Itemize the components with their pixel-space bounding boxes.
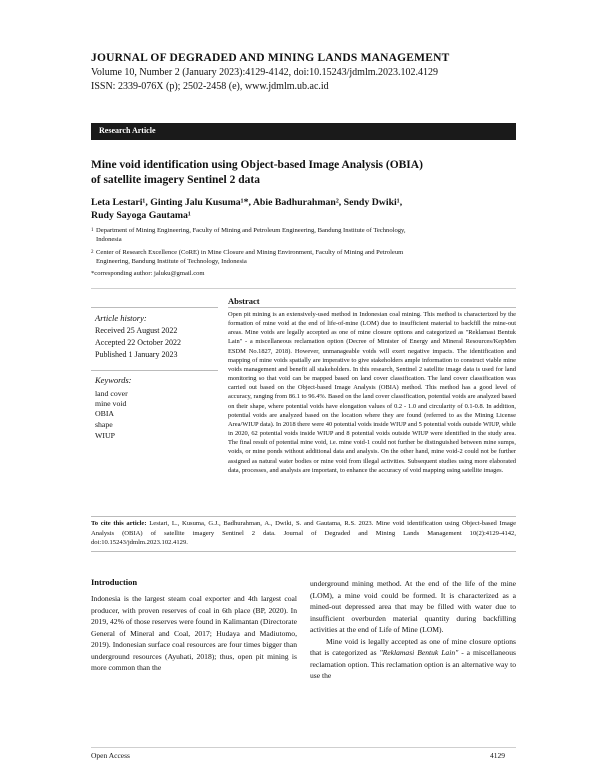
accepted-date: Accepted 22 October 2022 <box>95 338 181 347</box>
citation-block <box>91 519 516 548</box>
divider <box>91 288 516 289</box>
authors-line-1: Leta Lestari¹, Ginting Jalu Kusuma¹*, Abie Badhurahman², Sendy Dwiki¹, <box>91 197 403 208</box>
affiliation-number: 1 <box>91 228 94 233</box>
citation-text: Lestari, L., Kusuma, G.J., Badhurahman, A., Dwiki, S. and Gautama, R.S. 2023. Mine void identification using Object-based Image Analysis (OBIA) of satellite imagery Sentinel 2 data. Journal of Degraded and Mining Lands Management 10(2):4129-4142, doi:10.15243/jdmlm.2023.102.4129. <box>91 520 516 546</box>
affiliation-text-line-2: Indonesia <box>96 236 122 243</box>
keyword: mine void <box>95 399 127 408</box>
affiliation-text-line-1: Center of Research Excellence (CoRE) in Mine Closure and Mining Environment, Faculty of Mining and Petroleum <box>96 249 404 256</box>
affiliation-2 <box>91 248 516 266</box>
affiliation-1 <box>91 226 516 244</box>
article-title-line-1: Mine void identification using Object-based Image Analysis (OBIA) <box>91 159 423 171</box>
paragraph-text: Mine void is legally accepted as one of mine closure options that is categorized as <box>310 636 516 657</box>
paragraph-text: - a miscellaneous reclamation option. This reclamation option is an alternative way to use the <box>310 648 516 680</box>
article-title-line-2: of satellite imagery Sentinel 2 data <box>91 174 260 186</box>
affiliation-number: 2 <box>91 250 94 255</box>
article-title <box>91 158 511 188</box>
abstract-heading: Abstract <box>228 296 260 306</box>
journal-title: JOURNAL OF DEGRADED AND MINING LANDS MANAGEMENT <box>91 52 450 64</box>
introduction-left-column: Indonesia is the largest steam coal exporter and 4th largest coal producer, with proven reserves of coal in 6th place (BP, 2020). In 2019, 42% of those reserves were found in Kalimantan (Directorate General of Mineral and Coal, 2017; Hudaya and Madiutomo, 2019). Indonesian surface coal resources are four times bigger than underground resources (Ayuhati, 2018); thus, open pit mining is more common than the <box>91 594 297 672</box>
keyword: OBIA <box>95 409 115 418</box>
keyword: shape <box>95 420 113 429</box>
open-access-label: Open Access <box>91 751 130 760</box>
issn-line: ISSN: 2339-076X (p); 2502-2458 (e), www.jdmlm.ub.ac.id <box>91 81 329 92</box>
page-number: 4129 <box>490 751 505 760</box>
published-date: Published 1 January 2023 <box>95 350 178 359</box>
introduction-right-column <box>310 578 516 682</box>
author-list <box>91 196 511 222</box>
paragraph <box>310 636 516 682</box>
keyword: land cover <box>95 389 128 398</box>
abstract-text: Open pit mining is an extensively-used method in Indonesian coal mining. This method is characterized by the formation of mine void at the end of life-of-mine (LOM) due to insufficient material to backfill the mine-out areas. Mine voids are legally accepted as one of mine closure options and categorized as "Reklamasi Bentuk Lain" - a miscellaneous reclamation option (Decree of Minister of Energy and Mineral Resources/KepMen ESDM No.1827, 2018). However, unmanageable voids will exert negative impacts. The identification and mapping of mine voids spatially are imperative to give stakeholders ample information to construct viable mine voids management and benefit all stakeholders. In this research, Sentinel 2 satellite image data is used for land monitoring so that void can be mapped based on land cover classification. The land cover classification was carried out based on the Object-based Image Analysis (OBIA) method. This method has a good level of accuracy, ranging from 86.1 to 96.4%. Based on the land cover classification, potential voids are analyzed based on their shape, where potential voids have elongation values of 0.2 - 1.0 and circularity of 0.1-0.8. In addition, potential voids are analyzed based on the location where they are found (referred to as the Mining License Area/WIUP data). In 2018 there were 40 potential voids inside WIUP and 5 potential voids outside WIUP, while in 2020, 62 potential voids inside WIUP and 8 potential voids outside WIUP were identified in the study area. The final result of potential mine void, i.e. mine void-1 could not further be distinguished between mine sumps, voids, or mine ponds without additional data and analysis. On the other hand, mine void-2 could not be further assigned as natural water bodies or mine void from illegal activities. Subsequent studies using more elaborated data, processes, and analysis are important, to enhance the accuracy of void mapping using satellite images. <box>228 311 516 474</box>
footer-divider <box>91 747 516 748</box>
italic-term: "Reklamasi Bentuk Lain" <box>379 648 459 657</box>
divider <box>91 551 516 552</box>
corresponding-author: *corresponding author: jaluku@gmail.com <box>91 270 205 277</box>
divider <box>91 370 218 371</box>
introduction-heading: Introduction <box>91 577 138 587</box>
article-history-heading: Article history: <box>95 313 147 323</box>
affiliation-text-line-1: Department of Mining Engineering, Faculty of Mining and Petroleum Engineering, Bandung Institute of Technology, <box>96 227 406 234</box>
paragraph: underground mining method. At the end of the life of the mine (LOM), a mine void could be formed. It is characterized as a mined-out depressed area that may be filled with water due to insufficient overburden material quantity during backfilling activities at the end of Life of Mine (LOM). <box>310 579 516 634</box>
received-date: Received 25 August 2022 <box>95 326 178 335</box>
affiliation-text-line-2: Engineering, Bandung Institute of Technology, Indonesia <box>96 258 247 265</box>
keywords-heading: Keywords: <box>95 375 132 385</box>
article-type-label: Research Article <box>99 126 156 135</box>
divider <box>228 307 516 308</box>
article-type-banner <box>91 123 516 140</box>
divider <box>91 516 516 517</box>
authors-line-2: Rudy Sayoga Gautama¹ <box>91 210 191 221</box>
divider <box>91 307 218 308</box>
citation-label: To cite this article: <box>91 520 147 527</box>
volume-line: Volume 10, Number 2 (January 2023):4129-4142, doi:10.15243/jdmlm.2023.102.4129 <box>91 67 439 78</box>
keyword: WIUP <box>95 431 115 440</box>
